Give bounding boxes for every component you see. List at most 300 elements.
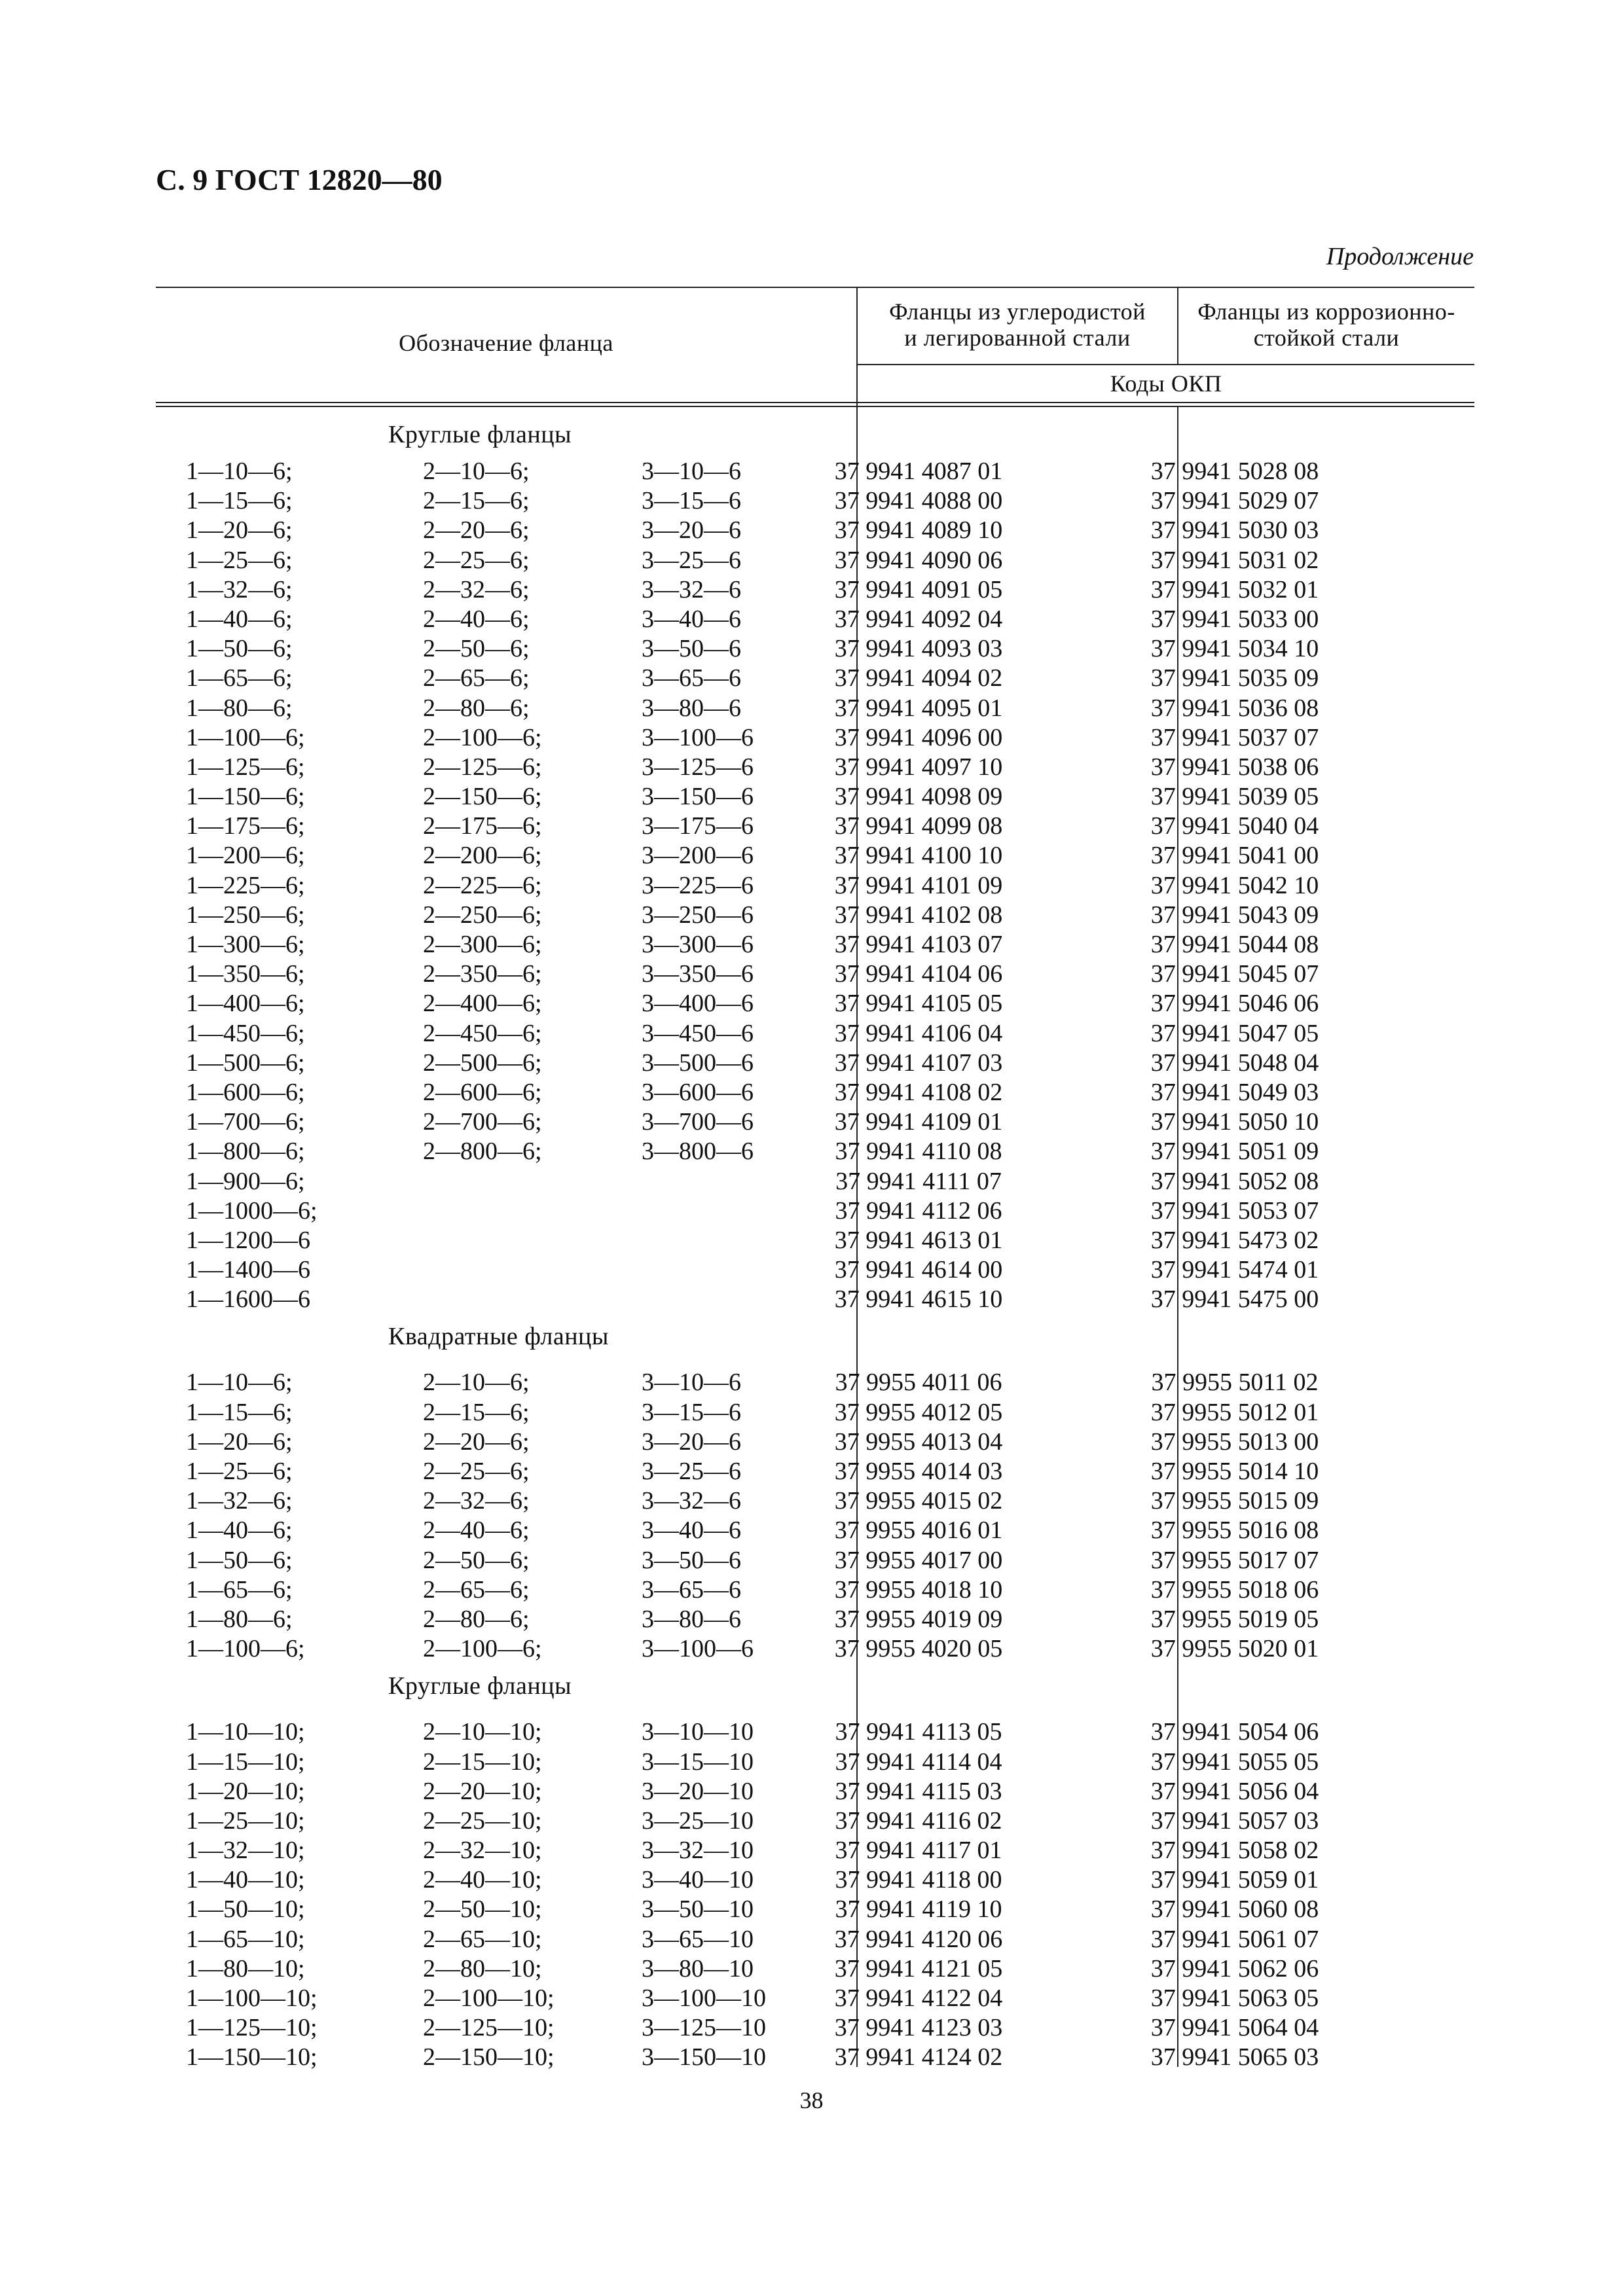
table-row (156, 575, 1474, 605)
table-row (156, 1398, 1474, 1427)
designation-series-2: 2—50—6; (423, 635, 530, 663)
designation-series-1: 1—25—6; (186, 546, 293, 574)
table-row (156, 1984, 1474, 2013)
okp-code-corrosion: 37 9941 5048 04 (1150, 1049, 1319, 1077)
okp-code-corrosion: 37 9941 5059 01 (1150, 1866, 1319, 1894)
okp-code-corrosion: 37 9941 5060 08 (1150, 1895, 1319, 1924)
okp-code-carbon: 37 9941 4090 06 (834, 546, 1003, 574)
designation-series-2: 2—450—6; (423, 1019, 542, 1047)
table-row (156, 1137, 1474, 1166)
okp-code-carbon: 37 9941 4109 01 (834, 1108, 1003, 1136)
table-row (156, 1748, 1474, 1777)
okp-code-corrosion: 37 9941 5047 05 (1150, 1019, 1319, 1047)
okp-code-corrosion: 37 9941 5043 09 (1150, 901, 1319, 929)
designation-series-1: 1—15—6; (186, 487, 293, 515)
designation-series-1: 1—400—6; (186, 990, 305, 1018)
okp-code-corrosion: 37 9941 5036 08 (1150, 694, 1319, 722)
designation-series-1: 1—40—6; (186, 1516, 293, 1545)
header-corrosion-steel: Фланцы из коррозионно- стойкой стали (1197, 298, 1455, 351)
okp-code-carbon: 37 9941 4095 01 (834, 694, 1003, 722)
designation-series-1: 1—250—6; (186, 901, 305, 929)
designation-series-2: 2—65—6; (423, 1575, 530, 1604)
designation-series-1: 1—100—6; (186, 1635, 305, 1663)
okp-code-corrosion: 37 9955 5013 00 (1150, 1427, 1319, 1456)
designation-series-2: 2—125—6; (423, 753, 542, 781)
designation-series-1: 1—10—6; (186, 457, 293, 485)
designation-series-2: 2—125—10; (423, 2014, 555, 2042)
okp-code-corrosion: 37 9941 5030 03 (1150, 516, 1319, 545)
okp-code-carbon: 37 9941 4121 05 (834, 1954, 1003, 1982)
okp-code-carbon: 37 9941 4122 04 (834, 1984, 1003, 2012)
designation-series-2: 2—10—10; (423, 1718, 542, 1746)
okp-code-corrosion: 37 9941 5046 06 (1150, 990, 1319, 1018)
designation-series-1: 1—32—6; (186, 575, 293, 603)
designation-series-3: 3—20—10 (642, 1777, 754, 1805)
okp-code-corrosion: 37 9941 5035 09 (1150, 664, 1319, 692)
designation-series-2: 2—100—6; (423, 723, 542, 751)
designation-series-3: 3—80—6 (642, 1605, 741, 1633)
designation-series-3: 3—40—6 (642, 1516, 741, 1545)
okp-code-carbon: 37 9941 4088 00 (834, 487, 1003, 515)
okp-code-corrosion: 37 9941 5029 07 (1150, 487, 1319, 515)
designation-series-3: 3—175—6 (642, 812, 754, 840)
okp-code-carbon: 37 9941 4105 05 (834, 990, 1003, 1018)
okp-code-carbon: 37 9941 4114 04 (835, 1748, 1002, 1776)
designation-series-3: 3—150—6 (642, 783, 754, 811)
okp-code-corrosion: 37 9941 5032 01 (1150, 575, 1319, 603)
table-row (156, 2043, 1474, 2072)
designation-series-2: 2—10—6; (423, 1369, 530, 1397)
table-row (156, 605, 1474, 634)
designation-series-3: 3—25—6 (642, 546, 741, 574)
designation-series-1: 1—15—10; (186, 1748, 305, 1776)
okp-code-corrosion: 37 9941 5474 01 (1150, 1256, 1319, 1284)
okp-code-carbon: 37 9941 4089 10 (834, 516, 1003, 545)
designation-series-3: 3—100—6 (642, 723, 754, 751)
okp-code-corrosion: 37 9955 5016 08 (1150, 1516, 1319, 1545)
table-row (156, 1954, 1474, 1984)
designation-series-1: 1—20—10; (186, 1777, 305, 1805)
table-row (156, 1285, 1474, 1314)
designation-series-1: 1—350—6; (186, 960, 305, 988)
designation-series-1: 1—150—10; (186, 2043, 318, 2072)
designation-series-3: 3—10—10 (642, 1718, 754, 1746)
designation-series-3: 3—600—6 (642, 1078, 754, 1106)
designation-series-2: 2—250—6; (423, 901, 542, 929)
okp-code-carbon: 37 9955 4017 00 (834, 1546, 1003, 1574)
designation-series-3: 3—400—6 (642, 990, 754, 1018)
table-row (156, 457, 1474, 486)
designation-series-3: 3—700—6 (642, 1108, 754, 1136)
designation-series-1: 1—32—6; (186, 1487, 293, 1515)
okp-code-corrosion: 37 9941 5045 07 (1150, 960, 1319, 988)
designation-series-3: 3—80—6 (642, 694, 741, 722)
okp-code-carbon: 37 9941 4111 07 (835, 1167, 1002, 1195)
table-top-rule (156, 287, 1474, 288)
designation-series-3: 3—150—10 (642, 2043, 766, 2072)
okp-code-carbon: 37 9941 4087 01 (834, 457, 1003, 485)
okp-code-carbon: 37 9955 4018 10 (834, 1575, 1003, 1604)
designation-series-2: 2—40—6; (423, 1516, 530, 1545)
table-row (156, 723, 1474, 753)
designation-series-3: 3—450—6 (642, 1019, 754, 1047)
section-title: Квадратные фланцы (388, 1323, 609, 1351)
designation-series-2: 2—10—6; (423, 457, 530, 485)
designation-series-3: 3—10—6 (642, 1369, 741, 1397)
designation-series-3: 3—50—6 (642, 635, 741, 663)
okp-code-carbon: 37 9941 4117 01 (835, 1837, 1002, 1865)
section-title: Круглые фланцы (388, 1672, 572, 1700)
table-header-rule-double (156, 406, 1474, 407)
okp-code-corrosion: 37 9955 5019 05 (1150, 1605, 1319, 1633)
designation-series-1: 1—175—6; (186, 812, 305, 840)
designation-series-2: 2—50—6; (423, 1546, 530, 1574)
okp-code-corrosion: 37 9955 5017 07 (1150, 1546, 1319, 1574)
okp-code-carbon: 37 9941 4103 07 (834, 931, 1003, 958)
okp-code-corrosion: 37 9941 5031 02 (1150, 546, 1319, 574)
designation-series-3: 3—65—6 (642, 664, 741, 692)
okp-code-carbon: 37 9941 4116 02 (835, 1806, 1002, 1835)
table-row (156, 634, 1474, 664)
designation-series-1: 1—125—6; (186, 753, 305, 781)
designation-series-1: 1—50—10; (186, 1895, 305, 1924)
designation-series-1: 1—1200—6 (186, 1226, 310, 1254)
designation-series-3: 3—25—6 (642, 1458, 741, 1485)
designation-series-1: 1—450—6; (186, 1019, 305, 1047)
designation-series-1: 1—10—10; (186, 1718, 305, 1746)
okp-code-corrosion: 37 9941 5051 09 (1150, 1138, 1319, 1166)
designation-series-1: 1—100—10; (186, 1984, 318, 2012)
table-row (156, 1605, 1474, 1634)
designation-series-2: 2—25—10; (423, 1806, 542, 1835)
okp-code-corrosion: 37 9941 5052 08 (1150, 1167, 1319, 1195)
designation-series-2: 2—65—10; (423, 1925, 542, 1953)
designation-series-3: 3—40—10 (642, 1866, 754, 1894)
okp-code-corrosion: 37 9955 5015 09 (1150, 1487, 1319, 1515)
table-row (156, 960, 1474, 989)
designation-series-1: 1—150—6; (186, 783, 305, 811)
codes-subheader-rule (856, 364, 1474, 365)
okp-code-carbon: 37 9941 4613 01 (834, 1226, 1003, 1254)
table-row (156, 2013, 1474, 2043)
designation-series-1: 1—80—6; (186, 694, 293, 722)
designation-series-2: 2—350—6; (423, 960, 542, 988)
designation-series-2: 2—100—10; (423, 1984, 555, 2012)
designation-series-1: 1—20—6; (186, 1427, 293, 1456)
table-row (156, 1516, 1474, 1545)
okp-code-corrosion: 37 9941 5058 02 (1150, 1837, 1319, 1865)
designation-series-3: 3—50—10 (642, 1895, 754, 1924)
designation-series-1: 1—80—10; (186, 1954, 305, 1982)
okp-code-carbon: 37 9955 4019 09 (834, 1605, 1003, 1633)
okp-code-corrosion: 37 9941 5475 00 (1150, 1285, 1319, 1314)
designation-series-3: 3—200—6 (642, 842, 754, 870)
okp-code-corrosion: 37 9941 5038 06 (1150, 753, 1319, 781)
okp-code-carbon: 37 9941 4091 05 (834, 575, 1003, 603)
table-row (156, 486, 1474, 516)
designation-series-3: 3—800—6 (642, 1138, 754, 1166)
designation-series-2: 2—80—10; (423, 1954, 542, 1982)
designation-series-1: 1—40—6; (186, 605, 293, 633)
okp-code-corrosion: 37 9941 5063 05 (1150, 1984, 1319, 2012)
designation-series-3: 3—15—6 (642, 1398, 741, 1426)
designation-series-3: 3—20—6 (642, 516, 741, 545)
okp-code-corrosion: 37 9941 5049 03 (1150, 1078, 1319, 1106)
designation-series-3: 3—300—6 (642, 931, 754, 958)
table-row (156, 753, 1474, 782)
designation-series-1: 1—1600—6 (186, 1285, 310, 1314)
okp-code-corrosion: 37 9941 5039 05 (1150, 783, 1319, 811)
header-carbon-steel: Фланцы из углеродистой и легированной стали (889, 298, 1146, 351)
table-row (156, 1925, 1474, 1954)
designation-series-1: 1—300—6; (186, 931, 305, 958)
okp-code-corrosion: 37 9941 5064 04 (1150, 2014, 1319, 2042)
table-row (156, 930, 1474, 960)
okp-code-carbon: 37 9941 4092 04 (834, 605, 1003, 633)
table-row (156, 1196, 1474, 1226)
okp-code-carbon: 37 9941 4104 06 (834, 960, 1003, 988)
table-row (156, 1049, 1474, 1078)
designation-series-2: 2—700—6; (423, 1108, 542, 1136)
table-body (156, 412, 1474, 2073)
okp-code-carbon: 37 9941 4096 00 (834, 723, 1003, 751)
okp-code-carbon: 37 9955 4012 05 (834, 1398, 1003, 1426)
okp-code-carbon: 37 9955 4013 04 (834, 1427, 1003, 1456)
designation-series-2: 2—400—6; (423, 990, 542, 1018)
okp-code-corrosion: 37 9941 5040 04 (1150, 812, 1319, 840)
designation-series-3: 3—65—6 (642, 1575, 741, 1604)
table-row (156, 989, 1474, 1018)
table-row (156, 1865, 1474, 1895)
table-row (156, 1836, 1474, 1865)
page-number: 38 (799, 2087, 824, 2113)
designation-series-1: 1—500—6; (186, 1049, 305, 1077)
okp-code-carbon: 37 9941 4119 10 (835, 1895, 1002, 1924)
designation-series-1: 1—65—10; (186, 1925, 305, 1953)
designation-series-3: 3—100—10 (642, 1984, 766, 2012)
okp-code-carbon: 37 9941 4115 03 (835, 1777, 1002, 1805)
table-row (156, 1546, 1474, 1575)
okp-code-carbon: 37 9941 4120 06 (834, 1925, 1003, 1953)
designation-series-2: 2—300—6; (423, 931, 542, 958)
okp-code-corrosion: 37 9941 5033 00 (1150, 605, 1319, 633)
header-flange-designation: Обозначение фланца (399, 330, 613, 356)
designation-series-2: 2—20—10; (423, 1777, 542, 1805)
designation-series-2: 2—200—6; (423, 842, 542, 870)
designation-series-2: 2—40—6; (423, 605, 530, 633)
designation-series-2: 2—225—6; (423, 871, 542, 899)
designation-series-1: 1—900—6; (186, 1167, 305, 1195)
okp-code-corrosion: 37 9941 5055 05 (1150, 1748, 1319, 1776)
designation-series-1: 1—125—10; (186, 2014, 318, 2042)
designation-series-1: 1—25—10; (186, 1806, 305, 1835)
okp-code-carbon: 37 9955 4011 06 (835, 1369, 1002, 1397)
table-row (156, 871, 1474, 901)
okp-code-carbon: 37 9941 4118 00 (835, 1866, 1002, 1894)
table-row (156, 1486, 1474, 1516)
designation-series-1: 1—15—6; (186, 1398, 293, 1426)
designation-series-2: 2—32—10; (423, 1837, 542, 1865)
table-row (156, 516, 1474, 545)
okp-code-carbon: 37 9941 4102 08 (834, 901, 1003, 929)
designation-series-2: 2—80—6; (423, 1605, 530, 1633)
table-row (156, 1634, 1474, 1664)
designation-series-1: 1—20—6; (186, 516, 293, 545)
designation-series-2: 2—15—6; (423, 1398, 530, 1426)
okp-code-corrosion: 37 9941 5057 03 (1150, 1806, 1319, 1835)
table-row (156, 901, 1474, 930)
designation-series-1: 1—32—10; (186, 1837, 305, 1865)
designation-series-3: 3—15—6 (642, 487, 741, 515)
designation-series-2: 2—100—6; (423, 1635, 542, 1663)
okp-code-carbon: 37 9955 4016 01 (834, 1516, 1003, 1545)
okp-code-carbon: 37 9941 4124 02 (834, 2043, 1003, 2072)
designation-series-2: 2—150—10; (423, 2043, 555, 2072)
table-row (156, 1427, 1474, 1457)
designation-series-3: 3—25—10 (642, 1806, 754, 1835)
table-row (156, 1575, 1474, 1605)
table-row (156, 694, 1474, 723)
okp-code-corrosion: 37 9941 5050 10 (1150, 1108, 1319, 1136)
table-row (156, 1368, 1474, 1397)
table-row (156, 1777, 1474, 1806)
designation-series-1: 1—10—6; (186, 1369, 293, 1397)
designation-series-3: 3—125—6 (642, 753, 754, 781)
okp-code-carbon: 37 9955 4015 02 (834, 1487, 1003, 1515)
okp-code-corrosion: 37 9941 5065 03 (1150, 2043, 1319, 2072)
okp-code-carbon: 37 9941 4093 03 (834, 635, 1003, 663)
continuation-label: Продолжение (1326, 243, 1474, 270)
designation-series-2: 2—50—10; (423, 1895, 542, 1924)
section-title: Круглые фланцы (388, 421, 572, 448)
designation-series-3: 3—10—6 (642, 457, 741, 485)
designation-series-2: 2—15—10; (423, 1748, 542, 1776)
designation-series-1: 1—80—6; (186, 1605, 293, 1633)
designation-series-3: 3—32—6 (642, 575, 741, 603)
designation-series-3: 3—20—6 (642, 1427, 741, 1456)
okp-code-carbon: 37 9941 4100 10 (834, 842, 1003, 870)
designation-series-2: 2—80—6; (423, 694, 530, 722)
okp-code-carbon: 37 9941 4614 00 (834, 1256, 1003, 1284)
designation-series-3: 3—15—10 (642, 1748, 754, 1776)
designation-series-1: 1—200—6; (186, 842, 305, 870)
designation-series-3: 3—40—6 (642, 605, 741, 633)
table-row (156, 812, 1474, 841)
table-row (156, 546, 1474, 575)
designation-series-3: 3—350—6 (642, 960, 754, 988)
designation-series-2: 2—32—6; (423, 575, 530, 603)
okp-code-corrosion: 37 9955 5020 01 (1150, 1635, 1319, 1663)
table-row (156, 664, 1474, 693)
table-row (156, 1457, 1474, 1486)
table-row (156, 782, 1474, 812)
table-row (156, 1078, 1474, 1107)
okp-code-corrosion: 37 9941 5062 06 (1150, 1954, 1319, 1982)
okp-codes-table (156, 287, 1474, 2072)
designation-series-2: 2—40—10; (423, 1866, 542, 1894)
okp-code-carbon: 37 9941 4098 09 (834, 783, 1003, 811)
designation-series-1: 1—800—6; (186, 1138, 305, 1166)
designation-series-1: 1—100—6; (186, 723, 305, 751)
designation-series-1: 1—50—6; (186, 635, 293, 663)
designation-series-3: 3—32—6 (642, 1487, 741, 1515)
designation-series-1: 1—25—6; (186, 1458, 293, 1485)
designation-series-1: 1—50—6; (186, 1546, 293, 1574)
okp-code-carbon: 37 9941 4101 09 (834, 871, 1003, 899)
designation-series-1: 1—65—6; (186, 664, 293, 692)
okp-code-carbon: 37 9941 4112 06 (835, 1196, 1002, 1225)
okp-code-carbon: 37 9941 4107 03 (834, 1049, 1003, 1077)
designation-series-2: 2—25—6; (423, 546, 530, 574)
designation-series-1: 1—1400—6 (186, 1256, 310, 1284)
designation-series-2: 2—20—6; (423, 516, 530, 545)
okp-code-corrosion: 37 9941 5054 06 (1150, 1718, 1319, 1746)
table-row (156, 1019, 1474, 1049)
designation-series-1: 1—600—6; (186, 1078, 305, 1106)
designation-series-2: 2—20—6; (423, 1427, 530, 1456)
table-row (156, 1167, 1474, 1196)
okp-code-carbon: 37 9941 4113 05 (835, 1718, 1002, 1746)
designation-series-3: 3—80—10 (642, 1954, 754, 1982)
okp-code-carbon: 37 9941 4123 03 (834, 2014, 1003, 2042)
designation-series-3: 3—32—10 (642, 1837, 754, 1865)
okp-code-carbon: 37 9941 4108 02 (834, 1078, 1003, 1106)
designation-series-2: 2—800—6; (423, 1138, 542, 1166)
designation-series-2: 2—32—6; (423, 1487, 530, 1515)
designation-series-3: 3—100—6 (642, 1635, 754, 1663)
designation-series-2: 2—25—6; (423, 1458, 530, 1485)
okp-code-carbon: 37 9955 4020 05 (834, 1635, 1003, 1663)
designation-series-2: 2—65—6; (423, 664, 530, 692)
designation-series-3: 3—65—10 (642, 1925, 754, 1953)
okp-code-carbon: 37 9941 4106 04 (834, 1019, 1003, 1047)
designation-series-2: 2—600—6; (423, 1078, 542, 1106)
okp-code-corrosion: 37 9941 5041 00 (1150, 842, 1319, 870)
designation-series-1: 1—700—6; (186, 1108, 305, 1136)
okp-code-corrosion: 37 9941 5053 07 (1150, 1196, 1319, 1225)
designation-series-1: 1—65—6; (186, 1575, 293, 1604)
table-row (156, 1806, 1474, 1836)
designation-series-3: 3—225—6 (642, 871, 754, 899)
table-row (156, 1895, 1474, 1924)
okp-code-corrosion: 37 9941 5034 10 (1150, 635, 1319, 663)
okp-code-corrosion: 37 9941 5044 08 (1150, 931, 1319, 958)
header-okp-codes: Коды ОКП (1110, 370, 1222, 397)
designation-series-2: 2—150—6; (423, 783, 542, 811)
designation-series-1: 1—1000—6; (186, 1196, 318, 1225)
table-header-rule (156, 402, 1474, 403)
okp-code-carbon: 37 9941 4099 08 (834, 812, 1003, 840)
table-row (156, 1226, 1474, 1255)
okp-code-corrosion: 37 9955 5012 01 (1150, 1398, 1319, 1426)
designation-series-2: 2—15—6; (423, 487, 530, 515)
okp-code-carbon: 37 9941 4110 08 (835, 1138, 1002, 1166)
designation-series-2: 2—500—6; (423, 1049, 542, 1077)
designation-series-1: 1—225—6; (186, 871, 305, 899)
okp-code-corrosion: 37 9941 5056 04 (1150, 1777, 1319, 1805)
okp-code-corrosion: 37 9941 5042 10 (1150, 871, 1319, 899)
designation-series-3: 3—500—6 (642, 1049, 754, 1077)
okp-code-carbon: 37 9941 4094 02 (834, 664, 1003, 692)
okp-code-carbon: 37 9941 4097 10 (834, 753, 1003, 781)
okp-code-corrosion: 37 9941 5061 07 (1150, 1925, 1319, 1953)
okp-code-carbon: 37 9955 4014 03 (834, 1458, 1003, 1485)
table-row (156, 1107, 1474, 1137)
table-row (156, 841, 1474, 870)
okp-code-corrosion: 37 9955 5018 06 (1150, 1575, 1319, 1604)
okp-code-corrosion: 37 9941 5473 02 (1150, 1226, 1319, 1254)
okp-code-corrosion: 37 9941 5028 08 (1150, 457, 1319, 485)
